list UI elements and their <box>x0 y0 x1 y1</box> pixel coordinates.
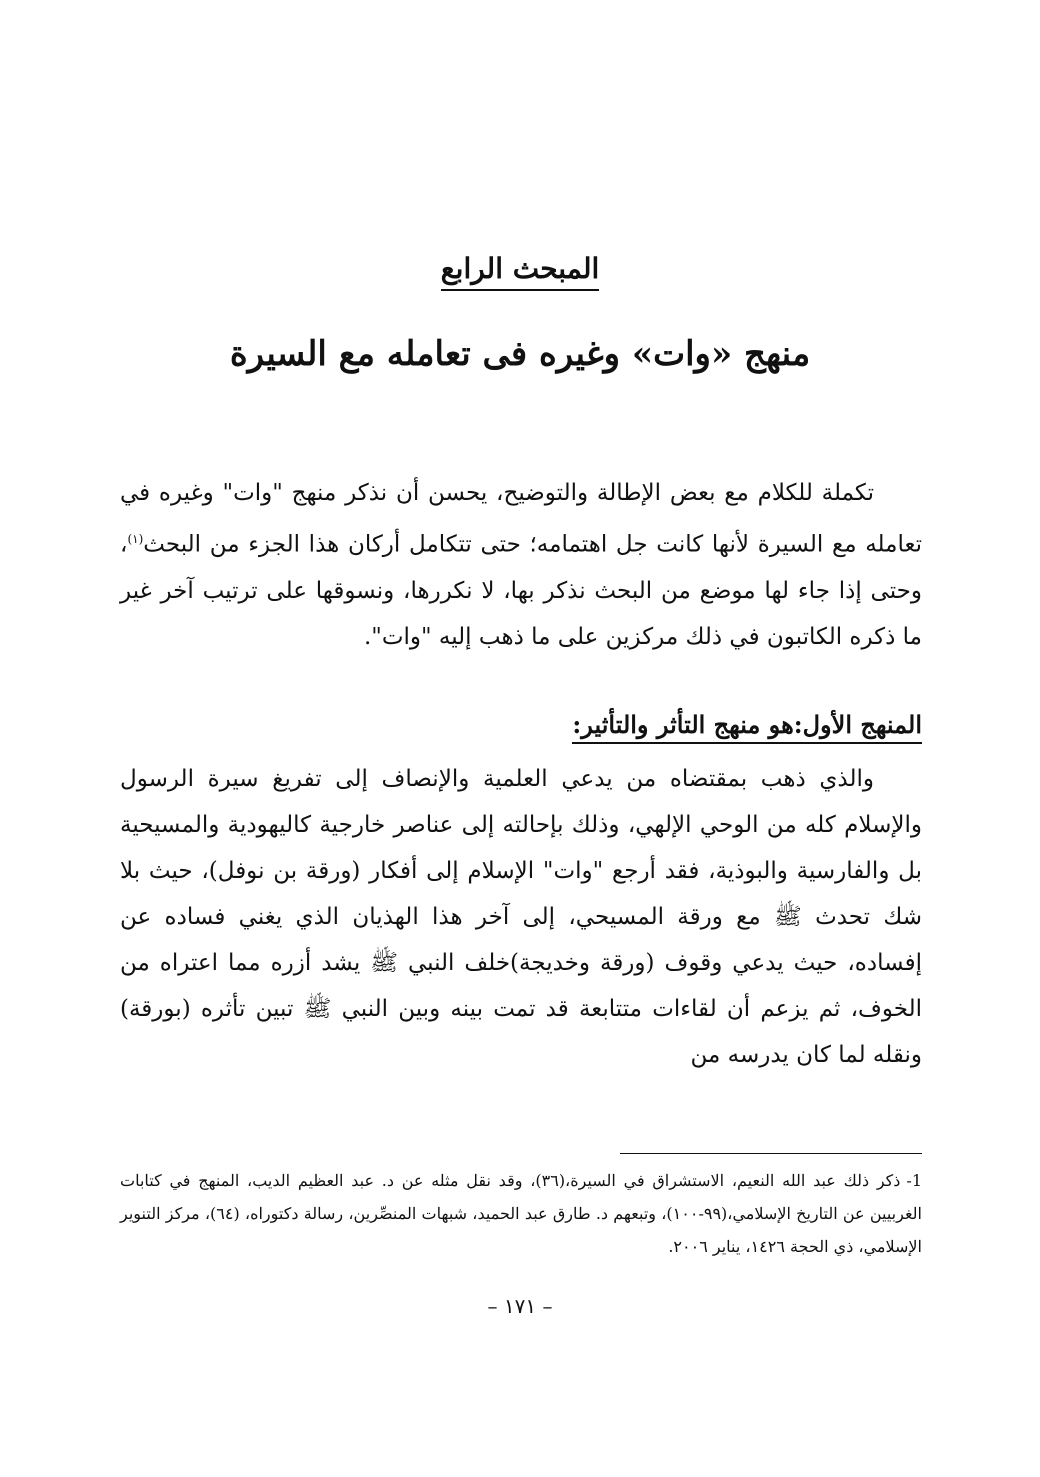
section-label <box>0 252 1040 285</box>
sub-heading <box>572 710 922 739</box>
footnote <box>120 1164 922 1263</box>
sub-heading-text: المنهج الأول:هو منهج التأثر والتأثير: <box>572 710 922 744</box>
section-label-text: المبحث الرابع <box>441 252 600 291</box>
intro-text-after-ref: ، وحتى إذا جاء لها موضع من البحث نذكر بها، لا نكررها، ونسوقها على ترتيب آخر غير ما ذكره الكاتبون في ذلك مركزين على ما ذهب إليه "وات". <box>120 531 922 650</box>
page-number: – ١٧١ – <box>487 1294 553 1318</box>
footnote-reference[interactable]: (١) <box>127 532 144 546</box>
body-paragraph: والذي ذهب بمقتضاه من يدعي العلمية والإنصاف إلى تفريغ سيرة الرسول والإسلام كله من الوحي الإلهي، وذلك بإحالته إلى عناصر خارجية كاليهودية والمسيحية بل والفارسية والبوذية، فقد أرجع "وات" الإسلام إلى أفكار (ورقة بن نوفل)، حيث بلا شك تحدث ﷺ مع ورقة المسيحي، إلى آخر هذا الهذيان الذي يغني فساده عن إفساده، حيث يدعي وقوف (ورقة وخديجة)خلف النبي ﷺ يشد أزره مما اعتراه من الخوف، ثم يزعم أن لقاءات متتابعة قد تمت بينه وبين النبي ﷺ تبين تأثره (بورقة) ونقله لما كان يدرسه من <box>120 766 922 1068</box>
intro-paragraph <box>120 470 922 660</box>
intro-text-before-ref: تكملة للكلام مع بعض الإطالة والتوضيح، يحسن أن نذكر منهج "وات" وغيره في تعامله مع السيرة لأنها كانت جل اهتمامه؛ حتى تتكامل أركان هذا الجزء من البحث <box>120 480 922 558</box>
footnote-number: 1- <box>906 1171 923 1190</box>
chapter-title: منهج «وات» وغيره فى تعامله مع السيرة <box>229 334 811 374</box>
footnote-text: ذكر ذلك عبد الله النعيم، الاستشراق في السيرة،(٣٦)، وقد نقل مثله عن د. عبد العظيم الديب، المنهج في كتابات الغربيين عن التاريخ الإسلامي،(٩٩-١٠٠)، وتبعهم د. طارق عبد الحميد، شبهات المنصِّرين، رسالة دكتوراه، (٦٤)، مركز التنوير الإسلامي، ذي الحجة ١٤٢٦، يناير ٢٠٠٦. <box>120 1171 922 1256</box>
footnote-divider <box>620 1153 922 1154</box>
